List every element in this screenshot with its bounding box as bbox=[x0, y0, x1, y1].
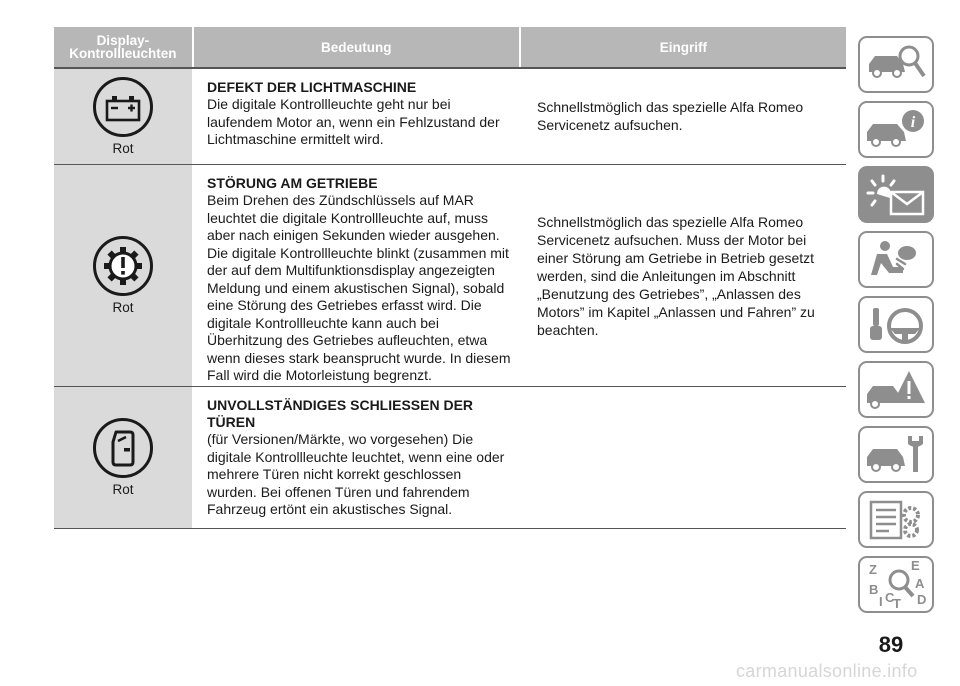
chapter-nav bbox=[858, 36, 934, 621]
header-display-lights: Display- Kontrollleuchten bbox=[54, 27, 192, 67]
fault-title: DEFEKT DER LICHTMASCHINE bbox=[207, 79, 417, 95]
table-row bbox=[54, 387, 846, 529]
nav-tab-starting-driving[interactable] bbox=[858, 296, 934, 353]
lamp-cell bbox=[54, 387, 192, 528]
nav-tab-warning-lights[interactable] bbox=[858, 166, 934, 223]
meaning-cell bbox=[192, 69, 520, 164]
index-letter: A bbox=[915, 575, 925, 591]
nav-tab-index[interactable] bbox=[858, 556, 934, 613]
gearbox-lamp bbox=[93, 236, 153, 296]
fault-title: UNVOLLSTÄNDIGES SCHLIESSEN DER TÜREN bbox=[207, 397, 474, 430]
header-action: Eingriff bbox=[521, 27, 846, 67]
alphabet-index-icon bbox=[863, 560, 929, 610]
list-gear-icon bbox=[863, 497, 929, 543]
header-meaning: Bedeutung bbox=[194, 27, 519, 67]
index-letter: T bbox=[893, 595, 901, 610]
lamp-cell bbox=[54, 69, 192, 164]
car-wrench-icon bbox=[863, 432, 929, 478]
seat-airbag-icon bbox=[863, 237, 929, 283]
fault-description: (für Versionen/Märkte, wo vorgesehen) Die digitale Kontrollleuchte leuchtet, wenn eine oder mehrere Türen nicht korrekt geschlossen wurden. Bei offenen Türen und fahrendem Fahrzeug ertönt ein akustisches Signal. bbox=[207, 431, 505, 517]
battery-lamp bbox=[93, 77, 153, 137]
table-row bbox=[54, 69, 846, 165]
nav-tab-emergency[interactable] bbox=[858, 361, 934, 418]
index-letter: B bbox=[869, 581, 879, 597]
warning-lights-table bbox=[54, 27, 846, 529]
key-steering-wheel-icon bbox=[863, 302, 929, 348]
lamp-color-label: Rot bbox=[112, 300, 134, 315]
door-open-icon bbox=[108, 428, 138, 468]
index-letter: I bbox=[879, 593, 883, 609]
warning-light-message-icon bbox=[863, 172, 929, 218]
nav-tab-safety[interactable] bbox=[858, 231, 934, 288]
fault-description: Beim Drehen des Zündschlüssels auf MAR leuchtet die digitale Kontrollleuchte auf, muss aber nach einigen Sekunden wieder ausgehen. Die digitale Kontrollleuchte blinkt (zusammen mit der auf dem Multifunktionsdisplay angezeigten Meldung und einem akustischen Signal), sobald eine Störung des Getriebes erfasst wird. Die digitale Kontrollleuchte kann auch bei Überhitzung des Getriebes aufleuchten, etwa wenn dieses stark beansprucht wurde. In diesem Fall wird die Motorleistung begrenzt. bbox=[207, 192, 511, 383]
gearbox-fault-icon bbox=[101, 244, 145, 288]
meaning-cell bbox=[192, 165, 520, 386]
action-cell bbox=[520, 165, 846, 386]
index-letter: C bbox=[885, 589, 895, 605]
nav-tab-car-overview[interactable] bbox=[858, 36, 934, 93]
fault-title: STÖRUNG AM GETRIEBE bbox=[207, 175, 378, 191]
nav-tab-maintenance[interactable] bbox=[858, 426, 934, 483]
table-row bbox=[54, 165, 846, 387]
page-number: 89 bbox=[878, 632, 904, 657]
svg-text:i: i bbox=[910, 113, 916, 131]
lamp-color-label: Rot bbox=[112, 482, 134, 497]
table-header bbox=[54, 27, 846, 67]
index-letter: D bbox=[917, 591, 927, 607]
battery-icon bbox=[104, 92, 142, 122]
lamp-color-label: Rot bbox=[112, 141, 134, 156]
door-lamp bbox=[93, 418, 153, 478]
watermark: carmanualsonline.info bbox=[736, 661, 918, 681]
nav-tab-technical-data[interactable] bbox=[858, 491, 934, 548]
index-letter: E bbox=[911, 559, 920, 573]
action-text: Schnellstmöglich das spezielle Alfa Romeo Servicenetz aufsuchen. bbox=[537, 99, 804, 133]
lamp-cell bbox=[54, 165, 192, 386]
car-info-icon bbox=[863, 107, 929, 153]
meaning-cell bbox=[192, 387, 520, 528]
car-search-icon bbox=[863, 42, 929, 88]
warning-triangle-icon bbox=[863, 367, 929, 413]
action-cell bbox=[520, 387, 846, 528]
nav-tab-getting-to-know[interactable] bbox=[858, 101, 934, 158]
index-letter: Z bbox=[869, 561, 877, 577]
action-cell bbox=[520, 69, 846, 164]
action-text: Schnellstmöglich das spezielle Alfa Romeo Servicenetz aufsuchen. Muss der Motor bei einer Störung am Getriebe in Betrieb gesetzt werden, sind die Anleitungen im Abschnitt „Benutzung des Getriebes”, „Anlassen des Motors” im Kapitel „Anlassen und Fahren” zu beachten. bbox=[537, 213, 815, 338]
fault-description: Die digitale Kontrollleuchte geht nur bei laufendem Motor an, wenn ein Fehlzustand der Lichtmaschine ermittelt wird. bbox=[207, 96, 500, 147]
